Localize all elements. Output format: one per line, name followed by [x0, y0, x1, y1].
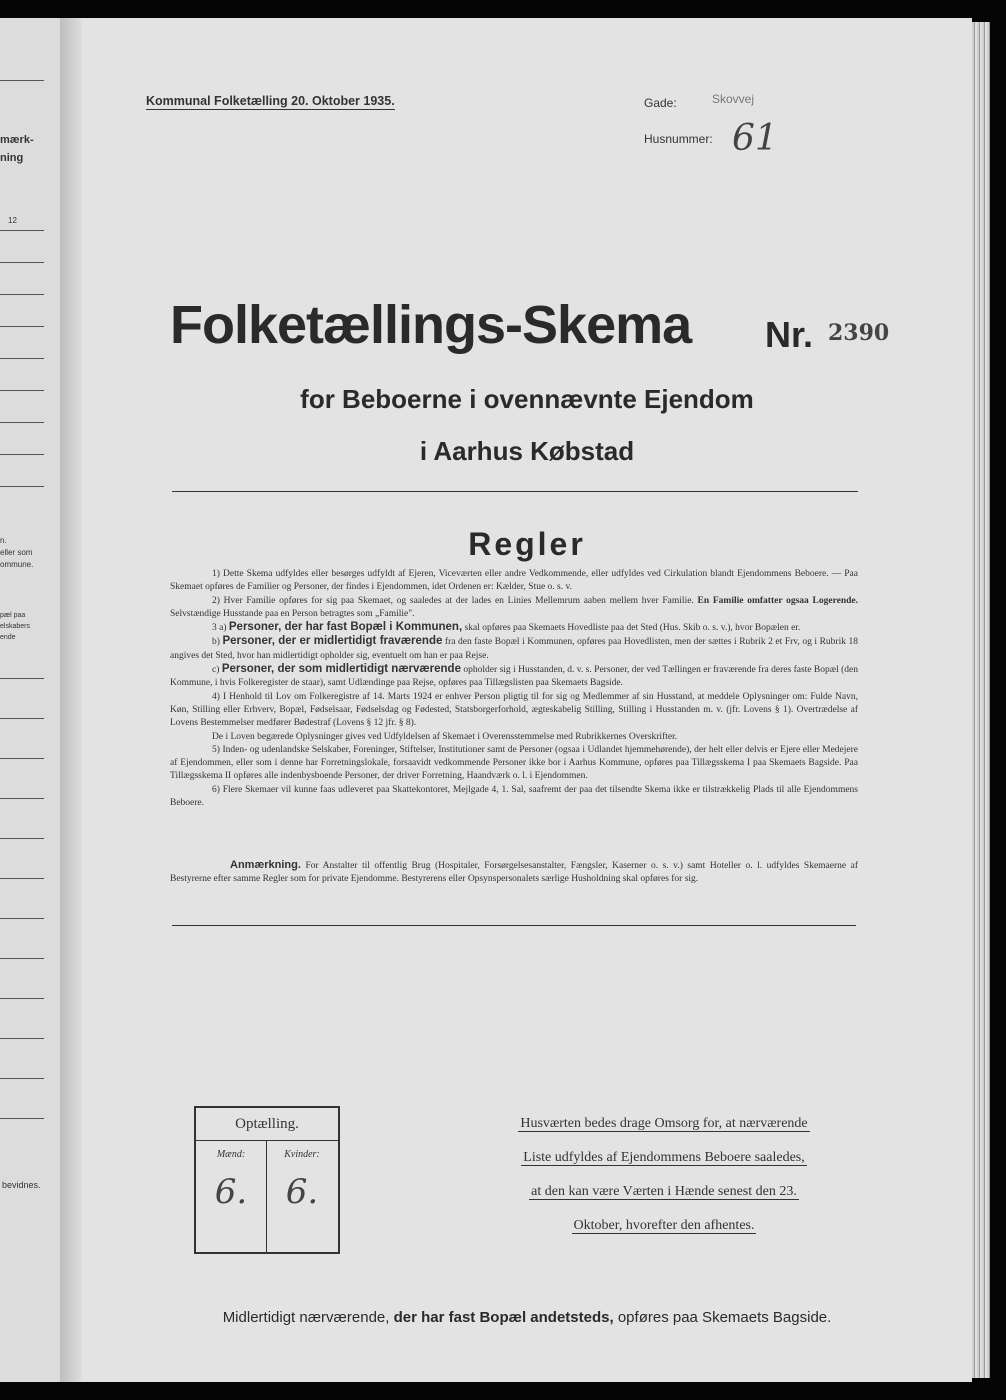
ruled-line: [0, 718, 44, 719]
left-fragment: n.: [0, 536, 7, 545]
left-fragment: mærk-: [0, 134, 34, 146]
men-label: Mænd:: [216, 1149, 246, 1160]
rule-3b: b) Personer, der er midlertidigt fraværende fra den faste Bopæl i Kommunen, opføres paa Hovedlisten, men der sættes i Rubrik 2 et Frv, og i Rubrik 18 angives det Sted, hvor han midlertidigt opholder sig, eventuelt om han er paa Rejse.: [170, 635, 858, 661]
form-number-label: Nr.: [765, 314, 814, 355]
left-fragment: pæl paa: [0, 612, 26, 619]
ruled-line: [0, 294, 44, 295]
left-fragment: ommune.: [0, 560, 34, 569]
ruled-line: [0, 838, 44, 839]
rule-1: 1) Dette Skema udfyldes eller besørges udfyldt af Ejeren, Viceværten eller andre Vedkommende, eller udfyldes ved Cirkulation blandt Ejendommens Beboere. — Paa Skemaet opføres de Familier og Personer, der findes i Ejendommen, idet Ordenen er: Kælder, Stue o. s. v.: [170, 569, 858, 593]
ruled-line: [0, 678, 44, 679]
ruled-line: [0, 1118, 44, 1119]
gade-value: Skovvej: [712, 92, 755, 106]
notice-line: Husværten bedes drage Omsorg for, at nærværende: [520, 1116, 808, 1131]
ruled-line: [0, 958, 44, 959]
ruled-line: [0, 326, 44, 327]
men-column: [196, 1141, 267, 1252]
count-title: Optælling.: [196, 1108, 338, 1141]
page-gutter: [60, 18, 82, 1382]
gade-label: Gade:: [644, 96, 677, 110]
census-title: Kommunal Folketælling 20. Oktober 1935.: [146, 94, 395, 108]
ruled-line: [0, 918, 44, 919]
ruled-line: [0, 1038, 44, 1039]
ruled-line: [0, 998, 44, 999]
adjacent-page-edge: [0, 18, 61, 1382]
rule-5: 5) Inden- og udenlandske Selskaber, Foreninger, Stiftelser, Institutioner samt de Personer (ogsaa i Udlandet hjemmehørende), der helt eller delvis er Ejere eller Medejere af Ejendommen, eller som i denne har Forretningslokale, forsaavidt vedkommende Personer ikke bor i Aarhus Kommune, opføres paa Tillægsskema I paa Skemaets Bagside. Paa Tillægsskema II opføres alle indenbysboende Personer, der driver Forretning, Haandværk o. l. i Ejendommen.: [170, 744, 858, 782]
landlord-notice: [494, 1112, 834, 1248]
women-label: Kvinder:: [284, 1149, 320, 1160]
ruled-line: [0, 798, 44, 799]
ruled-line: [0, 390, 44, 391]
remark-label: Anmærkning.: [230, 859, 301, 871]
count-box: [194, 1106, 340, 1254]
rule-4-note: De i Loven begærede Oplysninger gives ved Udfyldelsen af Skemaet i Overensstemmelse med Rubrikkernes Overskrifter.: [212, 731, 678, 742]
rules-heading: Regler: [468, 526, 586, 562]
left-fragment: 12: [8, 216, 17, 225]
rule-2: 2) Hver Familie opføres for sig paa Skemaet, og saaledes at der lades en Linies Mellemrum aaben mellem hver Familie. En Familie omfatter ogsaa Logerende. Selvstændige Husstande paa en Person betragtes som „Familie".: [170, 595, 858, 619]
remark-text: For Anstalter til offentlig Brug (Hospitaler, Forsørgelsesanstalter, Fængsler, Kaserner o. s. v.) samt Hoteller o. l. udfyldes Skemaerne af Bestyrerne efter samme Regler som for private Ejendomme. Bestyrerens eller Opsynspersonalets særlige Husholdning skal opføres for sig.: [170, 861, 859, 885]
men-count: 6.: [214, 1172, 248, 1212]
divider: [172, 491, 858, 492]
left-fragment: bevidnes.: [2, 1180, 41, 1190]
census-form-page: [82, 18, 972, 1382]
divider: [172, 925, 856, 926]
form-title: Folketællings-Skema: [170, 295, 692, 355]
ruled-line: [0, 454, 44, 455]
husnummer-value: 61: [732, 118, 778, 159]
form-subtitle: for Beboerne i ovennævnte Ejendom: [300, 384, 754, 414]
remark: [170, 859, 858, 887]
rule-6: 6) Flere Skemaer vil kunne faas udleveret paa Skattekontoret, Mejlgade 4, 1. Sal, saafremt der paa det tilsendte Skema ikke er tilstrækkelig Plads til alle Ejendommens Beboere.: [170, 784, 858, 809]
left-fragment: ning: [0, 152, 24, 164]
rule-4: 4) I Henhold til Lov om Folkeregistre af 14. Marts 1924 er enhver Person pligtig til for sig og Medlemmer af sin Husstand, at meddele Oplysninger om: Fulde Navn, Køn, Stilling eller Erhverv, Bopæl, Fødselsaar, Fødselsdag og Fødested, Statsborgerforhold, ægteskabelig Stilling, Stilling i Husstanden m. v. (jfr. Lovens § 1). Overtrædelse af Lovens Bestemmelser medfører Bødestraf (Lovens § 12 jfr. § 8).: [170, 691, 858, 729]
rule-3a: 3 a) Personer, der har fast Bopæl i Kommunen, skal opføres paa Skemaets Hovedliste paa det Sted (Hus. Skib o. s. v.), hvor Bopælen er.: [212, 621, 801, 634]
women-count: 6.: [285, 1172, 319, 1212]
footer-note: Midlertidigt nærværende, der har fast Bopæl andetsteds, opføres paa Skemaets Bagside.: [222, 1309, 832, 1326]
left-fragment: eller som: [0, 548, 33, 557]
ruled-line: [0, 486, 44, 487]
ruled-line: [0, 878, 44, 879]
women-column: [267, 1141, 337, 1252]
left-fragment: ende: [0, 634, 16, 641]
rules-body: [170, 568, 858, 810]
rule-3c: c) Personer, der som midlertidigt nærværende opholder sig i Husstanden, d. v. s. Personer, der ved Tællingen er fraværende fra deres faste Bopæl (den Kommune, i hvis Folkeregister de staar), samt Udlændinge paa Rejse, opføres paa Tillægslisten paa Skemaets Bagside.: [170, 663, 859, 689]
ruled-line: [0, 358, 44, 359]
notice-line: Oktober, hvorefter den afhentes.: [573, 1218, 755, 1233]
ruled-line: [0, 758, 44, 759]
left-fragment: elskabers: [0, 623, 30, 630]
ruled-line: [0, 1078, 44, 1079]
ruled-line: [0, 230, 44, 231]
ruled-line: [0, 80, 44, 81]
ruled-line: [0, 262, 44, 263]
notice-line: at den kan være Værten i Hænde senest den 23.: [531, 1184, 797, 1199]
husnummer-label: Husnummer:: [644, 132, 713, 146]
notice-line: Liste udfyldes af Ejendommens Beboere saaledes,: [523, 1150, 805, 1165]
form-number-value: 2390: [828, 320, 890, 346]
page-stack-edge: [972, 22, 990, 1378]
ruled-line: [0, 422, 44, 423]
form-subtitle-city: i Aarhus Købstad: [419, 436, 635, 466]
